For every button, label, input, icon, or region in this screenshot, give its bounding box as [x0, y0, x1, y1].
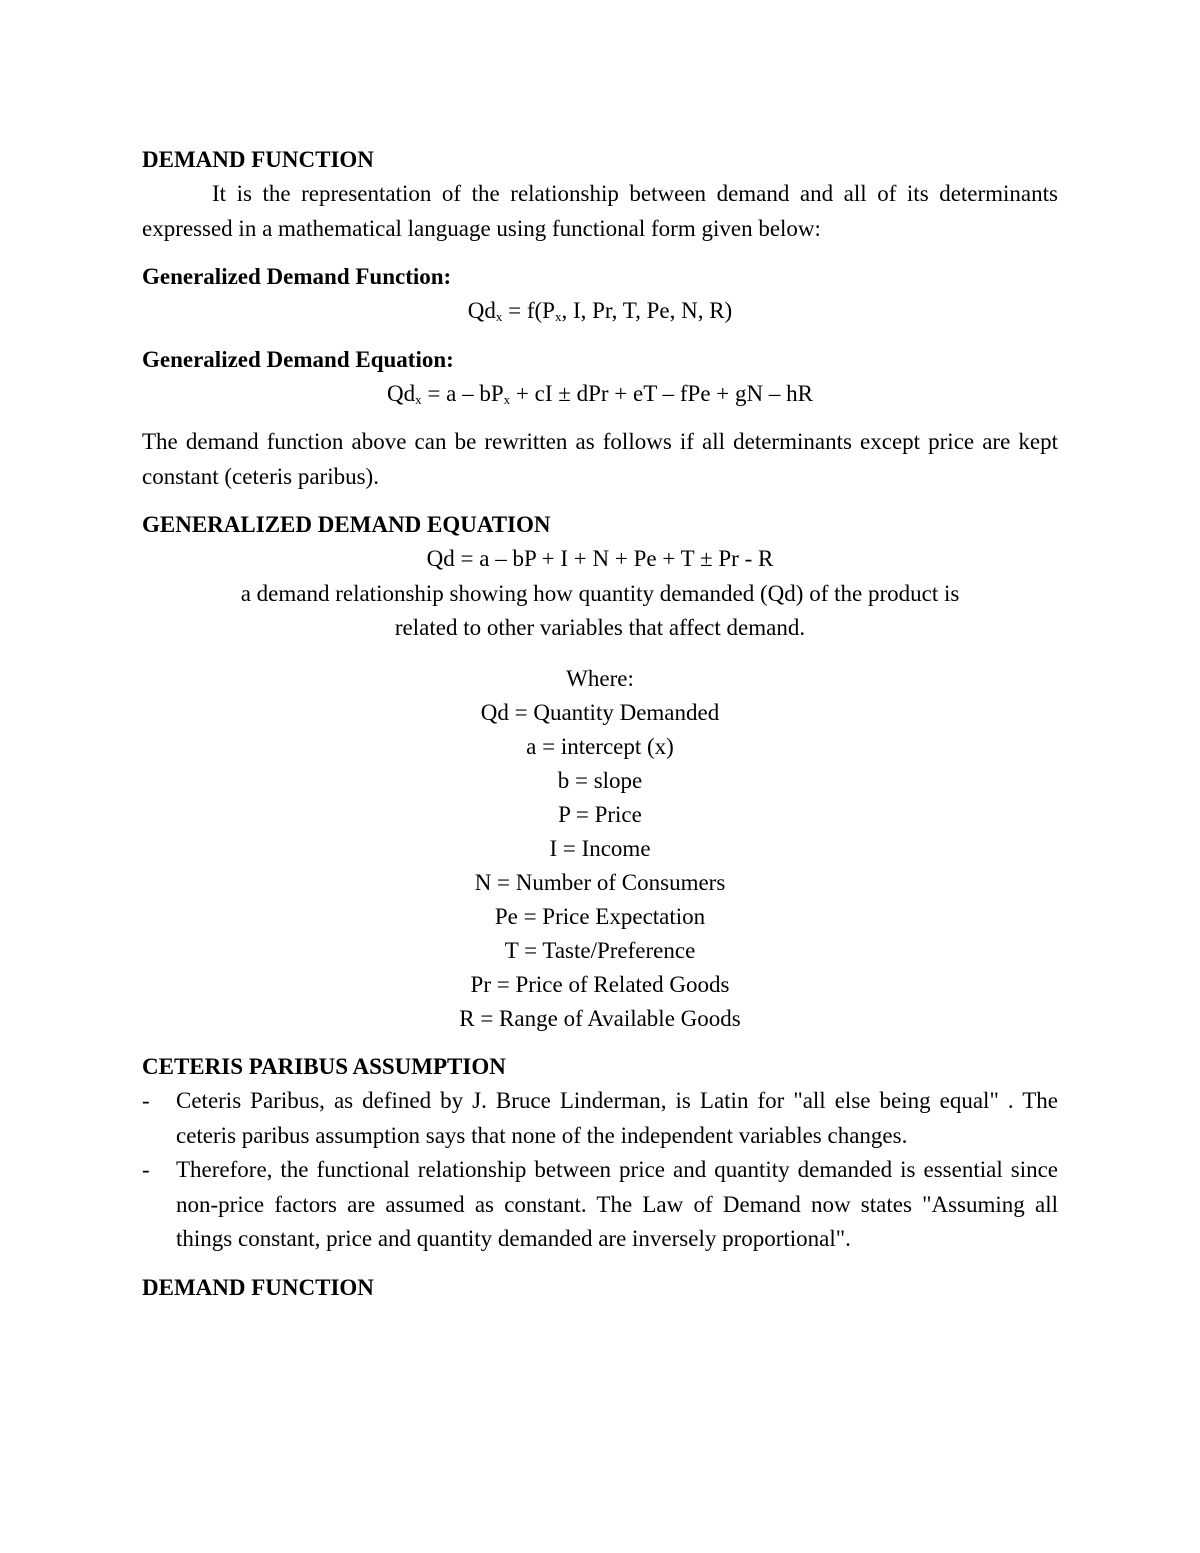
section-heading-demand-function-2: DEMAND FUNCTION: [142, 1274, 374, 1300]
variable-definition: Pr = Price of Related Goods: [470, 972, 730, 997]
generalized-equation-formula: $Qd_x = a - bP_x$ + cI ± dPr + eT – fPe + gN – hR: [387, 380, 813, 407]
variable-definition: Pe = Price Expectation: [494, 904, 706, 929]
variable-definition: I = Income: [549, 836, 651, 861]
variable-definition: b = slope: [557, 768, 643, 793]
rewrite-paragraph: The demand function above can be rewritten as follows if all determinants except price are kept constant (ceteris paribus).: [142, 429, 1058, 489]
equation-description-line-1: a demand relationship showing how quantity demanded (Qd) of the product is: [240, 580, 960, 606]
variable-definition: a = intercept (x): [526, 734, 674, 759]
bullet-item: - Ceteris Paribus, as defined by J. Bruce Linderman, is Latin for "all else being equal" . The ceteris paribus assumption says that none of the independent variables changes.: [142, 1084, 1058, 1153]
variable-definition: N = Number of Consumers: [474, 870, 726, 895]
section-heading-demand-function: DEMAND FUNCTION: [142, 147, 374, 172]
where-label: Where:: [566, 665, 634, 691]
bullet-marker: -: [142, 1157, 150, 1182]
variable-definition: P = Price: [558, 802, 642, 827]
section-heading-generalized-demand-equation: GENERALIZED DEMAND EQUATION: [142, 512, 551, 537]
ceteris-paribus-bullets: [142, 1084, 1058, 1257]
variable-definition: Qd = Quantity Demanded: [480, 700, 720, 725]
bullet-marker: -: [142, 1088, 150, 1113]
generalized-equation-heading: Generalized Demand Equation:: [142, 346, 454, 372]
equation-description-line-2: related to other variables that affect demand.: [394, 615, 806, 640]
variable-definitions-list: [142, 696, 1058, 1036]
definition-paragraph: It is the representation of the relationship between demand and all of its determinants expressed in a mathematical language using functional form given below:: [142, 181, 1058, 241]
section-heading-ceteris-paribus: CETERIS PARIBUS ASSUMPTION: [142, 1054, 506, 1079]
variable-definition: R = Range of Available Goods: [459, 1006, 741, 1031]
generalized-function-heading: Generalized Demand Function:: [142, 264, 452, 289]
variable-definition: T = Taste/Preference: [504, 938, 696, 963]
bullet-item: - Therefore, the functional relationship between price and quantity demanded is essential since non-price factors are assumed as constant. The Law of Demand now states "Assuming all things constant, price and quantity demanded are inversely proportional".: [142, 1153, 1058, 1257]
document-body: [142, 143, 1058, 1305]
simplified-demand-equation: Qd = a – bP + I + N + Pe + T ± Pr - R: [426, 546, 774, 571]
generalized-function-equation: $Qd_x = f(P_x$, I, Pr, T, Pe, N, R): [467, 298, 733, 324]
